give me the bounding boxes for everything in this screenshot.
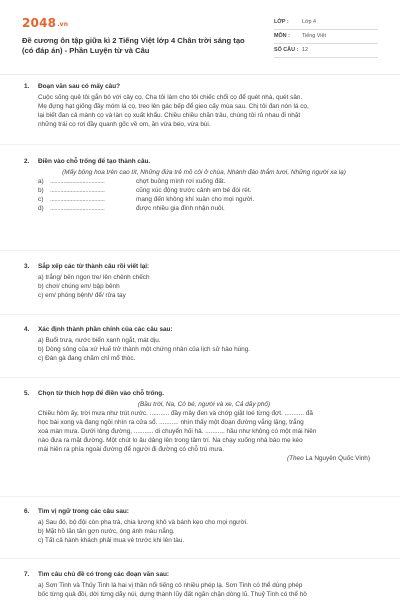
list-item: a) trắng/ bên ngọn tre/ lên chênh chếch: [38, 274, 150, 281]
list-item: b) Mặt hồ lăn tăn gợn nước, óng ánh màu nắng.: [38, 528, 175, 535]
blank-field[interactable]: .....................................: [50, 178, 105, 185]
meta-value: Lớp 4: [302, 19, 317, 25]
question-divider: [0, 314, 400, 315]
fill-item: [38, 186, 370, 195]
question-number: 5.: [24, 390, 30, 397]
site-logo[interactable]: [22, 16, 68, 30]
question-number: 6.: [24, 508, 30, 515]
meta-table: [274, 16, 378, 58]
question-title: Tìm câu chủ đề có trong các đoạn văn sau:: [38, 571, 170, 578]
list-item: b) Dòng sông của xứ Huế trở thành một chứng nhân của lịch sử hào hùng.: [38, 346, 251, 353]
question-title: Tìm vị ngữ trong các câu sau:: [38, 508, 129, 515]
item-label: c): [38, 196, 44, 203]
question-title: Chọn từ thích hợp để điền vào chỗ trống.: [38, 390, 164, 397]
logo-suffix: .vn: [57, 21, 69, 28]
question-divider: [0, 144, 400, 145]
document-header: [22, 12, 378, 64]
meta-row-subject: [274, 30, 378, 44]
question-divider: [0, 377, 400, 378]
question-number: 3.: [24, 263, 30, 270]
paragraph-line: lại biết đan cả mành cọ và làn cọ xuất khẩu. Chiều chiều chăn trâu, chúng tôi rủ nhau đi nhặt: [38, 112, 301, 119]
paragraph-line: những trái cọ rơi đầy quanh gốc về om, ăn vừa béo, vừa bùi.: [38, 121, 211, 128]
question-title: Xác định thành phần chính của các câu sau:: [38, 326, 173, 333]
item-text: được nhiều gia đình nhận nuôi.: [136, 205, 225, 212]
word-hint: (Bầu trời, Na, Cô bé, người và xe, Cả dãy phố): [137, 401, 271, 408]
question-number: 2.: [24, 158, 30, 165]
paragraph-line: mái hiên ra phía ngoài đường để người đi đường có chỗ trú mưa.: [38, 446, 225, 453]
item-text: mang đến không khí xuân cho mọi người.: [136, 196, 255, 203]
item-text: cũng xúc động trước cảnh em bé đói rét.: [136, 187, 252, 194]
item-text: chợt buông mình rơi xuống đất.: [136, 178, 226, 185]
list-item: a) Buổi trưa, nước biển xanh ngắt, mát dịu.: [38, 337, 161, 344]
source-citation: [38, 454, 370, 463]
paragraph-line: Mẹ đựng hạt giống đầy móm lá cọ, treo lên gác bếp để gieo cấy mùa sau. Chị tôi đan nón lá cọ,: [38, 103, 309, 110]
meta-key: SỐ CÂU :: [274, 47, 299, 53]
meta-value: 12: [302, 47, 308, 53]
meta-key: LỚP :: [274, 19, 289, 25]
blank-field[interactable]: .....................................: [50, 205, 105, 212]
question-body: [38, 336, 370, 363]
paragraph-line: học bài xong và đang ngồi nhìn ra cửa sổ. ........... nhìn thấy một đoạn đường vắng lặng, trắng: [38, 419, 304, 426]
question-divider: [0, 250, 400, 251]
meta-row-count: [274, 44, 378, 58]
fill-item: [38, 204, 370, 213]
blank-field[interactable]: .....................................: [50, 196, 105, 203]
question-body: [38, 400, 370, 463]
header-divider: [0, 74, 400, 75]
list-item: c) em/ phòng bệnh/ để/ rửa tay: [38, 292, 126, 299]
fill-item: [38, 177, 370, 186]
meta-key: MÔN :: [274, 33, 290, 39]
paragraph-line: Cuộc sống quê tôi gắn bó với cây cọ. Cha tôi làm cho tôi chiếc chổi cọ để quét nhà, quét sân.: [38, 94, 303, 101]
meta-value: Tiếng Việt: [302, 33, 326, 39]
paragraph-line: a) Sơn Tinh và Thủy Tinh là hai vị thần nổi tiếng có nhiều phép lạ. Sơn Tinh có thể dùng phép: [38, 582, 303, 589]
item-label: d): [38, 205, 44, 212]
question-title: Sắp xếp các từ thành câu rồi viết lại:: [38, 263, 150, 270]
question-number: 7.: [24, 571, 30, 578]
question-number: 4.: [24, 326, 30, 333]
paragraph-line: nào đưa ra mặt đường. Một chút lo âu dâng lên trong tâm trí. Na chạy xuống nhà báo mẹ kéo: [38, 437, 303, 444]
question-body: [38, 518, 370, 545]
paragraph-line: Chiều hôm ấy, trời mưa như trút nước. ........... đầy mây đen và chớp giật loé từng đợt. ........... đã: [38, 410, 313, 417]
question-number: 1.: [24, 83, 30, 90]
source-author: La Nguyên Quốc Vinh): [303, 455, 370, 462]
list-item: b) chơi/ chúng em/ bập bênh: [38, 283, 120, 290]
fill-item: [38, 195, 370, 204]
source-prefix: (Theo: [286, 455, 304, 462]
question-title: Đoạn văn sau có mấy câu?: [38, 83, 121, 90]
question-body: [38, 93, 370, 129]
blank-field[interactable]: .....................................: [50, 187, 105, 194]
paragraph-line: xoá màn mưa. Dưới lòng đường, ........... di chuyển hối hả. ........... hầu như không có một mái hiên: [38, 428, 317, 435]
question-body: [38, 581, 370, 599]
word-hint: (Mấy bông hoa trên cao tít, Những đứa trẻ mồ côi ở chùa, Nhành đào thắm tươi, Những người xa lạ): [62, 169, 346, 176]
paragraph-line: bốc từng quả đồi, dời từng dãy núi, dựng thành lũy đất ngăn chặn dòng lũ. Thuỷ Tinh có thể hô: [38, 591, 307, 598]
logo-brand: 2048: [22, 16, 57, 30]
question-body: [38, 273, 370, 300]
document-title: Đề cương ôn tập giữa kì 2 Tiếng Việt lớp 4 Chân trời sáng tạo (có đáp án) - Phần Luyện từ và Câu: [22, 36, 245, 55]
question-title: Điền vào chỗ trống để tạo thành câu.: [38, 158, 151, 165]
list-item: c) Tất cả hành khách phải mua vé trước khi lên tàu.: [38, 537, 185, 544]
item-label: b): [38, 187, 44, 194]
question-divider: [0, 558, 400, 559]
question-divider: [0, 496, 400, 497]
item-label: a): [38, 178, 44, 185]
meta-row-grade: [274, 16, 378, 30]
list-item: c) Đàn gà đang chăm chỉ mổ thóc.: [38, 355, 136, 362]
question-body: [38, 168, 370, 213]
list-item: a) Sau đó, bộ đội còn pha trà, chia lương khô và bánh kẹo cho mọi người.: [38, 519, 248, 526]
